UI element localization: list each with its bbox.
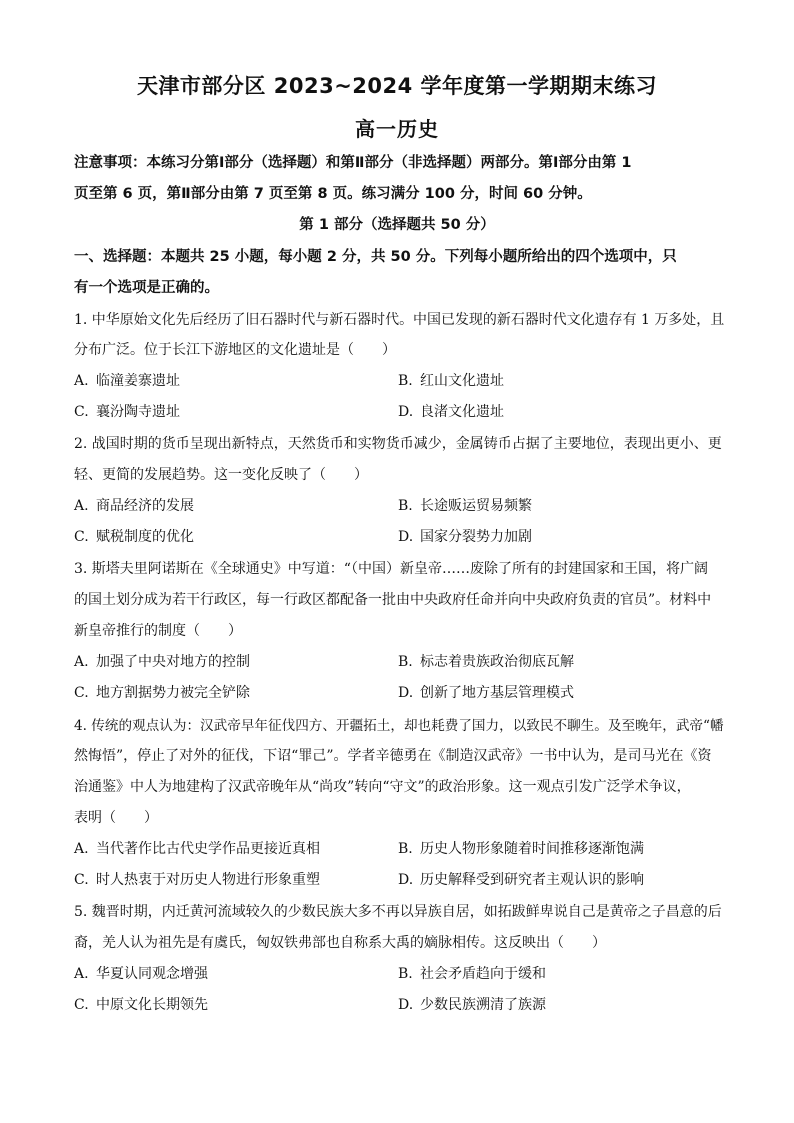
question-2-text: 轻、更简的发展趋势。这一变化反映了（ ） xyxy=(74,467,368,483)
question-4-text: 表明（ ） xyxy=(74,810,158,826)
question-2-option-b: B. 长途贩运贸易频繁 xyxy=(398,498,532,514)
question-3-option-c: C. 地方割据势力被完全铲除 xyxy=(74,685,250,701)
question-5-option-b: B. 社会矛盾趋向于缓和 xyxy=(398,966,546,982)
notice-line: 页至第 6 页，第Ⅱ部分由第 7 页至第 8 页。练习满分 100 分，时间 60 分钟。 xyxy=(74,186,592,202)
question-1-option-a: A. 临潼姜寨遗址 xyxy=(74,373,180,389)
question-4-text: 治通鉴》中人为地建构了汉武帝晚年从“尚攻”转向“守文”的政治形象。这一观点引发广泛学术争议， xyxy=(74,779,691,795)
question-5-option-d: D. 少数民族溯清了族源 xyxy=(398,997,546,1013)
question-1-option-b: B. 红山文化遗址 xyxy=(398,373,504,389)
question-3-option-a: A. 加强了中央对地方的控制 xyxy=(74,654,250,670)
question-4-option-d: D. 历史解释受到研究者主观认识的影响 xyxy=(398,872,644,888)
part-heading: 第 1 部分（选择题共 50 分） xyxy=(299,217,495,233)
question-4-text: 然悔悟”，停止了对外的征伐，下诏“罪己”。学者辛德勇在《制造汉武帝》一书中认为，是司马光在《资 xyxy=(74,748,712,764)
question-1-text: 1. 中华原始文化先后经历了旧石器时代与新石器时代。中国已发现的新石器时代文化遗存有 1 万多处，且 xyxy=(74,312,725,328)
question-4-text: 4. 传统的观点认为：汉武帝早年征伐四方、开疆拓土，却也耗费了国力，以致民不聊生。及至晚年，武帝“幡 xyxy=(74,718,724,734)
page-title: 天津市部分区 2023~2024 学年度第一学期期末练习 xyxy=(136,74,658,98)
question-5-option-c: C. 中原文化长期领先 xyxy=(74,997,208,1013)
question-1-option-d: D. 良渚文化遗址 xyxy=(398,404,504,420)
question-4-option-c: C. 时人热衷于对历史人物进行形象重塑 xyxy=(74,872,320,888)
page-subtitle: 高一历史 xyxy=(355,117,439,141)
question-2-option-c: C. 赋税制度的优化 xyxy=(74,529,194,545)
question-4-option-b: B. 历史人物形象随着时间推移逐渐饱满 xyxy=(398,841,644,857)
question-1-option-c: C. 襄汾陶寺遗址 xyxy=(74,404,180,420)
question-2-option-a: A. 商品经济的发展 xyxy=(74,498,194,514)
question-2-text: 2. 战国时期的货币呈现出新特点，天然货币和实物货币减少，金属铸币占据了主要地位，表现出更小、更 xyxy=(74,436,722,452)
section-instruction: 有一个选项是正确的。 xyxy=(74,280,219,296)
question-4-option-a: A. 当代著作比古代史学作品更接近真相 xyxy=(74,841,320,857)
question-5-text: 5. 魏晋时期，内迁黄河流域较久的少数民族大多不再以异族自居，如拓跋鲜卑说自己是黄帝之子昌意的后 xyxy=(74,904,722,920)
notice-line: 注意事项：本练习分第Ⅰ部分（选择题）和第Ⅱ部分（非选择题）两部分。第Ⅰ部分由第 1 xyxy=(74,155,632,171)
question-5-option-a: A. 华夏认同观念增强 xyxy=(74,966,208,982)
question-1-text: 分布广泛。位于长江下游地区的文化遗址是（ ） xyxy=(74,342,396,358)
section-instruction: 一、选择题：本题共 25 小题，每小题 2 分，共 50 分。下列每小题所给出的四个选项中，只 xyxy=(74,249,677,265)
question-3-option-d: D. 创新了地方基层管理模式 xyxy=(398,685,574,701)
question-3-text: 新皇帝推行的制度（ ） xyxy=(74,623,242,639)
question-3-text: 的国土划分成为若干行政区，每一行政区都配备一批由中央政府任命并向中央政府负责的官员”。材料中 xyxy=(74,592,712,608)
question-3-option-b: B. 标志着贵族政治彻底瓦解 xyxy=(398,654,574,670)
question-2-option-d: D. 国家分裂势力加剧 xyxy=(398,529,532,545)
question-5-text: 裔，羌人认为祖先是有虞氏，匈奴铁弗部也自称系大禹的嫡脉相传。这反映出（ ） xyxy=(74,935,606,951)
question-3-text: 3. 斯塔夫里阿诺斯在《全球通史》中写道：“（中国）新皇帝……废除了所有的封建国家和王国，将广阔 xyxy=(74,561,708,577)
